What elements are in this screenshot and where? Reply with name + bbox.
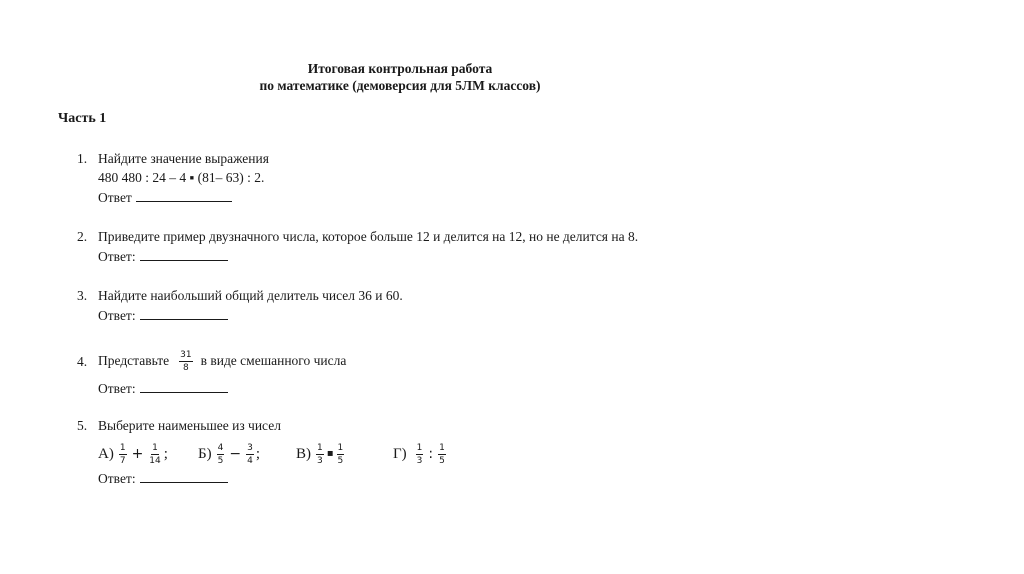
- separator: ;: [163, 446, 168, 462]
- q5-option-a: [98, 437, 168, 471]
- fraction-numerator: 4: [217, 442, 224, 453]
- option-c-label: В): [296, 446, 311, 462]
- q5-text: Выберите наименьшее из чисел: [98, 418, 281, 433]
- fraction-denominator: 5: [337, 455, 344, 466]
- fraction-denominator: 4: [247, 455, 253, 466]
- option-b-label: Б): [198, 446, 212, 462]
- minus-operator: −: [229, 446, 242, 462]
- q5-answer-line: [98, 471, 228, 487]
- fraction-denominator: 3: [416, 455, 423, 466]
- fraction-denominator: 3: [317, 455, 323, 466]
- option-b-fraction-2: [246, 443, 254, 466]
- option-c-fraction-2: [337, 443, 345, 466]
- q2-number: 2.: [77, 229, 88, 244]
- title-line-2: по математике (демоверсия для 5ЛМ классов): [259, 78, 541, 93]
- q4-text-before: Представьте: [98, 353, 170, 368]
- q3-number: 3.: [77, 288, 88, 303]
- q1-number: 1.: [77, 151, 88, 166]
- q3-answer-blank: [140, 308, 228, 320]
- q2-answer-line: [98, 249, 228, 265]
- q5-number: 5.: [77, 418, 88, 433]
- q2-text: Приведите пример двузначного числа, которое больше 12 и делится на 12, но не делится на 8.: [98, 229, 639, 244]
- multiply-operator: ▪: [326, 448, 334, 459]
- fraction-numerator: 3: [247, 442, 253, 453]
- q4-fraction-denominator: 8: [183, 362, 189, 373]
- option-c-fraction-1: [316, 443, 324, 466]
- q4-text-after: в виде смешанного числа: [200, 353, 347, 368]
- option-d-fraction-1: [416, 443, 424, 466]
- q4-fraction-numerator: 31: [180, 349, 192, 360]
- q4-fraction: [179, 350, 192, 373]
- q2-answer-blank: [140, 249, 228, 261]
- divide-operator: :: [428, 446, 434, 462]
- q3-answer-label: Ответ:: [98, 308, 136, 323]
- fraction-numerator: 1: [152, 442, 158, 453]
- q4-number: 4.: [77, 354, 88, 369]
- q2-answer-label: Ответ:: [98, 249, 136, 264]
- option-a-label: А): [98, 446, 114, 462]
- q3-text: Найдите наибольший общий делитель чисел 36 и 60.: [98, 288, 403, 303]
- q5-option-b: [198, 437, 260, 471]
- q4-answer-line: [98, 381, 228, 397]
- option-d-fraction-2: [438, 443, 446, 466]
- q1-answer-label: Ответ: [98, 190, 132, 205]
- q4-answer-label: Ответ:: [98, 381, 136, 396]
- fraction-denominator: 5: [439, 455, 445, 466]
- title-line-1: Итоговая контрольная работа: [307, 61, 493, 76]
- part-heading: Часть 1: [58, 111, 107, 126]
- q1-expression: 480 480 : 24 – 4 ▪ (81– 63) : 2.: [98, 170, 265, 185]
- option-a-fraction-2: [148, 443, 161, 466]
- separator: ;: [255, 446, 260, 462]
- fraction-numerator: 1: [317, 442, 323, 453]
- fraction-numerator: 1: [416, 442, 423, 453]
- fraction-denominator: 14: [149, 455, 161, 466]
- option-d-label: Г): [393, 446, 407, 462]
- plus-operator: +: [131, 446, 144, 462]
- q5-answer-blank: [140, 471, 228, 483]
- fraction-numerator: 1: [337, 442, 344, 453]
- q5-option-c: [296, 437, 346, 471]
- fraction-numerator: 1: [119, 442, 126, 453]
- fraction-denominator: 5: [217, 455, 224, 466]
- q5-option-d: [393, 437, 448, 471]
- q1-text: Найдите значение выражения: [98, 151, 269, 166]
- q4-answer-blank: [140, 381, 228, 393]
- fraction-denominator: 7: [119, 455, 126, 466]
- q1-answer-line: [98, 190, 232, 206]
- option-a-fraction-1: [119, 443, 127, 466]
- q5-answer-label: Ответ:: [98, 471, 136, 486]
- q1-answer-blank: [136, 190, 232, 202]
- fraction-numerator: 1: [439, 442, 445, 453]
- option-b-fraction-1: [217, 443, 225, 466]
- q3-answer-line: [98, 308, 228, 324]
- q4-text: [98, 343, 346, 379]
